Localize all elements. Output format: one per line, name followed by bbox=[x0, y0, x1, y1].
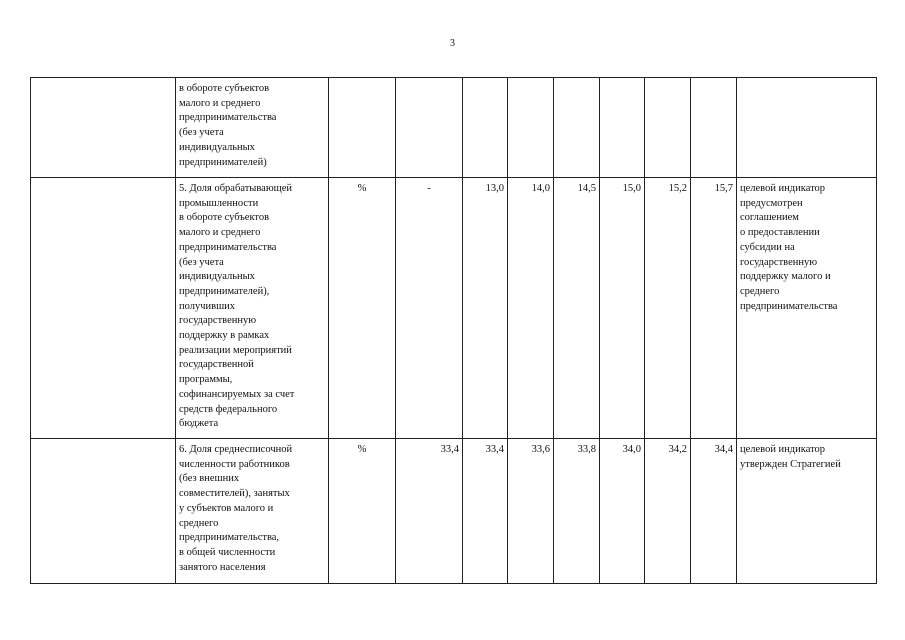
indicator-name: 6. Доля среднесписочной численности работников (без внешних совместителей), занятых у субъектов малого и среднего предпринимательства, в общей численности занятого населения bbox=[176, 439, 329, 584]
unit-cell bbox=[329, 78, 396, 178]
page-number: 3 bbox=[450, 38, 455, 49]
value-cell: 33,8 bbox=[554, 439, 600, 584]
unit-cell: % bbox=[329, 439, 396, 584]
value-cell bbox=[508, 78, 554, 178]
table-row bbox=[31, 178, 877, 439]
index-cell bbox=[31, 78, 176, 178]
value-cell: 13,0 bbox=[463, 178, 508, 439]
value-cell: 15,0 bbox=[600, 178, 645, 439]
table-row bbox=[31, 78, 877, 178]
value-cell: 34,0 bbox=[600, 439, 645, 584]
value-cell: 33,4 bbox=[463, 439, 508, 584]
value-cell bbox=[600, 78, 645, 178]
index-cell bbox=[31, 439, 176, 584]
indicator-name: в обороте субъектов малого и среднего предпринимательства (без учета индивидуальных предпринимателей) bbox=[176, 78, 329, 178]
index-cell bbox=[31, 178, 176, 439]
note-cell: целевой индикатор утвержден Стратегией bbox=[737, 439, 877, 584]
value-cell: 34,2 bbox=[645, 439, 691, 584]
value-cell: 14,5 bbox=[554, 178, 600, 439]
value-cell bbox=[463, 78, 508, 178]
table-row bbox=[31, 439, 877, 584]
value-cell bbox=[645, 78, 691, 178]
unit-cell: % bbox=[329, 178, 396, 439]
value-cell: 34,4 bbox=[691, 439, 737, 584]
value-cell: 14,0 bbox=[508, 178, 554, 439]
value-cell: 33,6 bbox=[508, 439, 554, 584]
base-value-cell: - bbox=[396, 178, 463, 439]
value-cell: 15,2 bbox=[645, 178, 691, 439]
indicators-table bbox=[30, 77, 877, 584]
value-cell: 15,7 bbox=[691, 178, 737, 439]
note-cell: целевой индикатор предусмотрен соглашением о предоставлении субсидии на государственную поддержку малого и среднего предпринимательства bbox=[737, 178, 877, 439]
base-value-cell bbox=[396, 78, 463, 178]
value-cell bbox=[554, 78, 600, 178]
base-value-cell: 33,4 bbox=[396, 439, 463, 584]
value-cell bbox=[691, 78, 737, 178]
indicator-name: 5. Доля обрабатывающей промышленности в обороте субъектов малого и среднего предпринимательства (без учета индивидуальных предпринимателей), получивших государственную поддержку в рамках реализации мероприятий государственной программы, софинансируемых за счет средств федерального бюджета bbox=[176, 178, 329, 439]
note-cell bbox=[737, 78, 877, 178]
